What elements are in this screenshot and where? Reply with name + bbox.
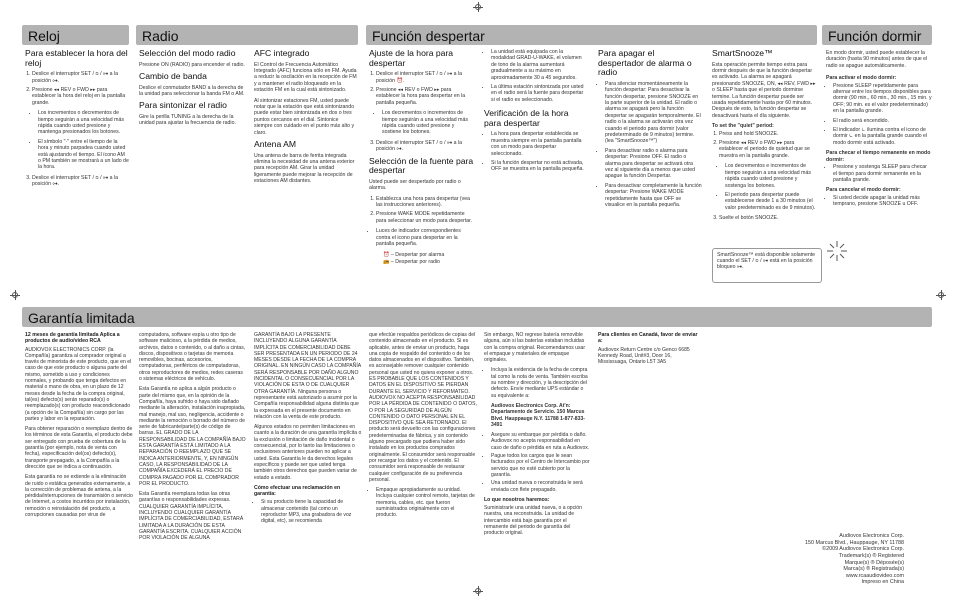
garantia-col3-bullet: • Si su producto tiene la capacidad de almacenar contenido (tal como un reproductor MP3, una grabadora de voz digital, etc), se recomienda bbox=[261, 499, 362, 524]
garantia-col3-p1: GARANTÍA BAJO LA PRESENTE INCLUYENDO ALGUNA GARANTÍA IMPLÍCITA DE COMERCIABILIDAD DEBE SER PRESENTADA EN UN PERIODO DE 24 MESES DESDE LA FECHA DE LA COMPRA ORIGINAL. EN NINGÚN CASO LA COMPAÑÍA SERÁ RESPONSABLE POR DAÑO ALGUNO INCIDENTAL O CONSECUENCIAL POR LA VIOLACIÓN DE ESTA O DE CUALQUIER OTRA GARANTÍA. Ninguna persona o representante está autorizado a asumir por la Compañía responsabilidad alguna distinta que la expresada en el presente documento en relación con la venta de este producto. bbox=[254, 332, 361, 420]
registration-mark-bottom bbox=[473, 586, 483, 596]
despertar-apagar-list bbox=[598, 81, 702, 209]
radio-seleccion-text: Presione ON (RADIO) para encender el radio. bbox=[139, 61, 245, 68]
despertar-fuente-alarma: ⏰ – Despertar por alarma bbox=[383, 251, 445, 258]
radio-column-1 bbox=[139, 49, 245, 131]
section-header-despertar: Función despertar bbox=[366, 25, 817, 45]
radio-afc-title: AFC integrado bbox=[254, 48, 310, 58]
smartsnooze-tip-box bbox=[712, 248, 822, 283]
radio-banda-title: Cambio de banda bbox=[139, 71, 207, 81]
reloj-bullet-2: • El símbolo "·" entre el tiempo de la hora y minuto parpadea cuando usted está ajustando el tiempo. El ícono AM o PM también se mostrará a un lado de la hora. bbox=[38, 139, 129, 171]
registration-mark-left bbox=[10, 290, 20, 300]
radio-afc-text-2: Al sintonizar estaciones FM, usted puede notar que la estación que está sintonizando puede estar bien sintonizada en dos o tres puntos cercanos en el dial. Sintonice siempre con cuidado en el punto más alto y claro. bbox=[254, 97, 355, 136]
despertar-column-4 bbox=[712, 49, 816, 226]
garantia-col5-list-2 bbox=[484, 432, 590, 493]
despertar-gradu-bullet: • La unidad está equipada con la modalidad GRAD-U-WAKE, el volumen de tono de la alarma aumentará gradualmente a su máximo en aproximadamente 30 a 45 segundos. bbox=[491, 49, 588, 81]
registration-mark-top bbox=[473, 2, 483, 12]
garantia-col5-heading: Lo que nosotros haremos: bbox=[484, 496, 550, 503]
footer-line-3: ©2009 Audiovox Electronics Corp. bbox=[822, 546, 904, 553]
despertar-fuente-step-2: 2. Presione WAKE MODE repetidamente para seleccionar un modo para despertar. bbox=[376, 211, 475, 224]
garantia-column-4 bbox=[369, 332, 477, 523]
despertar-fuente-title: Selección de la fuente para despertar bbox=[369, 155, 474, 176]
footer-line-8: Impreso en China bbox=[861, 579, 904, 586]
reloj-bullets bbox=[31, 110, 129, 171]
dormir-cancelar-list bbox=[826, 195, 932, 208]
garantia-col5-p1: Sin embargo, NO regrese batería removible alguna, aún si las baterías estaban incluidas con la compra original. Recomendamos usar el empaque y materiales de empaque originales. bbox=[484, 332, 586, 364]
garantia-col4-p1: que efectúe respaldos periódicos de copias del contenido almacenado en el producto. Si es aplicable, antes de enviar un producto, haga una copia de respaldo del contenido o de los datos almacenados en el dispositivo. También, es aconsejable remover cualquier contenido personal que usted no quiera exponer a otros. ES PROBABLE QUE LOS CONTENIDOS Y DATOS EN EL DISPOSITIVO SE PIERDAN DURANTE EL SERVICIO Y REFORMATEO. AUDIOVOX NO ACEPTA RESPONSABILIDAD POR LA PÉRDIDA DE CONTENIDO O DATOS, O POR LA SEGURIDAD DE ALGÚN CONTENIDO O DATO PERSONAL EN EL DISPOSITIVO QUE SEA RETORNADO. El producto será devuelto con las configuraciones predeterminadas de fábrica, y sin contenido alguno precargado que pudiera haber sido instalado en los productos comprados originalmente. El consumidor será responsable por recargar los datos y el contenido. El consumidor será responsable de restaurar cualquier configuración de su preferencia personal. bbox=[369, 332, 477, 483]
tip-burst-icon bbox=[826, 240, 848, 262]
smartsnooze-tip-text: SmartSnooze™ está disponible solamente cuando el SET / ⦸ / ⊶ está en la posición bloqueo ⊶. bbox=[717, 252, 816, 271]
garantia-col1-p2: Para obtener reparación o reemplazo dentro de los términos de esta Garantía, el producto debe ser entregado con prueba de cobertura de la garantía (por ejemplo, nota de venta con fecha), especificación del(os) defecto(s), transporte prepagado, a la Compañía a la dirección que se indica a continuación. bbox=[25, 426, 133, 470]
radio-banda-text: Deslice el conmutador BAND a la derecha de la unidad para seleccionar la banda FM o AM. bbox=[139, 84, 245, 97]
reloj-step-1: 1. Deslice el interruptor SET / ⦸ / ⊶ a la posición ⊶. bbox=[32, 71, 129, 84]
garantia-col5-bullet-3: • Pague todos los cargos que le sean facturados por el Centro de Intercambio por servicio que no esté cubierto por la garantía. bbox=[491, 453, 590, 478]
section-header-dormir: Función dormir bbox=[822, 25, 932, 45]
footer-address bbox=[805, 533, 904, 586]
section-header-radio: Radio bbox=[136, 25, 358, 45]
radio-column-2 bbox=[254, 49, 358, 189]
dormir-checar-title: Para checar el tiempo remanente en modo dormir: bbox=[826, 150, 931, 163]
garantia-col5-p2: Suministrarle una unidad nueva, o a opción nuestra, una reconstruida. La unidad de intercambio está bajo garantía por el remanente del periodo de garantía del producto original. bbox=[484, 505, 582, 537]
dormir-activar-bullet-3: • El indicador ⏾ ilumina contra el icono de dormir ⏾ en la pantalla grande cuando el modo dormir está activado. bbox=[833, 127, 932, 146]
despertar-verif-bullet-1: • La hora para despertar establecida se muestra siempre en la pantalla pantalla con un modo para despertar seleccionado. bbox=[491, 131, 588, 157]
quiet-bullet-2: • El periodo para despertar puede establecerse desde 1 a 30 minutos (el valor predeterminado es de 9 minutos). bbox=[725, 192, 816, 211]
garantia-col4-bullet: • Empaque apropiadamente su unidad. Incluya cualquier control remoto, tarjetas de memoria, cables, etc. que fueron suministrados originalmente con el producto. bbox=[376, 487, 477, 518]
quiet-step-3: 3. Suelte el botón SNOOZE. bbox=[719, 215, 816, 221]
registration-mark-right bbox=[936, 290, 946, 300]
despertar-column-1 bbox=[369, 49, 475, 269]
dormir-activar-title: Para activar el modo dormir: bbox=[826, 75, 897, 82]
radio-sintonizar-text: Gire la perilla TUNING a la derecha de la unidad para ajustar la frecuencia de radio. bbox=[139, 114, 236, 127]
dormir-checar-bullet: • Presione y sostenga SLEEP para checar el tiempo para dormir remanente en la pantalla grande. bbox=[833, 164, 932, 183]
despertar-verif-bullet-2: • Si la función despertar no está activada, OFF se muestra en la pantalla pequeña. bbox=[491, 160, 588, 173]
garantia-col5-list-1 bbox=[484, 367, 590, 398]
garantia-col2-p3: Esta Garantía reemplaza todas las otras garantías o responsabilidades expresas. CUALQUIER GARANTÍA IMPLÍCITA, INCLUYENDO CUALQUIER GARANTÍA IMPLÍCITA DE COMERCIABILIDAD, ESTARÁ LIMITADA A LA DURACIÓN DE ESTA GARANTÍA ESCRITA. CUALQUIER ACCIÓN POR VIOLACIÓN DE ALGUNA bbox=[139, 491, 244, 542]
dormir-checar-list bbox=[826, 164, 932, 183]
garantia-col1-p1: AUDIOVOX ELECTRONICS CORP. (la Compañía) garantiza al comprador original a través de minorista de este producto, que en el caso de que este producto o alguna parte del mismo, sometido a uso y condiciones normales, y probando que tenga defectos en material o mano de obra, en un plazo de 12 meses desde la fecha de la compra original, tal(es) defecto(s) serán reparado(s) o reemplazado(s) con producto reacondicionado (a opción de la Compañía) sin cargo por las partes y labor en la reparación. bbox=[25, 346, 132, 422]
garantia-col5-bullet-1: • Incluya la evidencia de la fecha de compra tal como la nota de venta. También escriba su nombre y dirección, y la descripción del defecto. Envíe mediante UPS estándar o su equivalente a: bbox=[491, 367, 590, 398]
footer-line-5: Marque(s) ® Déposée(s) bbox=[844, 559, 904, 566]
despertar-ajuste-step-1: 1. Deslice el interruptor SET / ⦸ / ⊶ a la posición ⏰. bbox=[376, 71, 475, 84]
footer-line-6: Marca(s) ® Registrada(s) bbox=[843, 566, 904, 573]
despertar-ajuste-step-3: 3. Deslice el interruptor SET / ⦸ / ⊶ a la posición ⊶. bbox=[376, 140, 475, 153]
dormir-cancelar-bullet: • Si usted decide apagar la unidad más temprano, presione SNOOZE u OFF. bbox=[833, 195, 932, 208]
garantia-column-2 bbox=[139, 332, 247, 546]
despertar-ajuste-steps bbox=[369, 71, 475, 106]
quiet-period-title: To set the "quiet" period: bbox=[712, 123, 774, 130]
despertar-column-2 bbox=[484, 49, 588, 177]
reloj-bullet-1: • Los incrementos o decrementos de tiempo seguirán a una velocidad más rápida cuando usted presione y mantenga presionados los botones. bbox=[38, 110, 129, 136]
garantia-col3-list bbox=[254, 499, 362, 524]
reloj-steps bbox=[25, 71, 129, 106]
despertar-fuente-bullet: • Luces de indicador correspondientes contra el icono para despertar en la pantalla pequeña. bbox=[376, 228, 475, 247]
reloj-steps-cont bbox=[25, 175, 129, 188]
despertar-fuente-radio: 📻 – Despertar por radio bbox=[383, 258, 440, 265]
garantia-col6-heading: Para clientes en Canadá, favor de enviar a: bbox=[598, 332, 698, 345]
garantia-col1-p3: Esta garantía no se extiende a la eliminación de ruido o estática generados externamente, a la corrección de problemas de antena, a la pérdida/interrupciones de transmisión o servicio de Internet, a costos incurridos por instalación, remoción o reinstalación del producto, a corrupciones causadas por virus de bbox=[25, 474, 133, 519]
footer-line-4: Trademark(s) ® Registered bbox=[838, 553, 904, 560]
despertar-apagar-completo: • Para desactivar completamente la función despertar: Presione WAKE MODE repetidamente hasta que OFF se visualice en la pantalla pequeña. bbox=[605, 183, 702, 209]
despertar-fuente-intro: Usted puede ser despertado por radio o alarma. bbox=[369, 178, 461, 192]
garantia-col3-heading: Cómo efectuar una reclamación en garantía: bbox=[254, 484, 341, 498]
dormir-intro: En modo dormir, usted puede establecer la duración (hasta 90 minutos) antes de que el radio se apague automáticamente. bbox=[826, 50, 928, 69]
quiet-step-2: 2. Presione ◂◂ REV o FWD ▸▸ para establecer el periodo de quietud que se muestra en la pantalla grande. bbox=[719, 140, 816, 159]
despertar-apagar-title: Para apagar el despertador de alarma o radio bbox=[598, 48, 692, 78]
despertar-fuente-step-1: 1. Establezca una hora para despertar (vea las instrucciones anteriores). bbox=[376, 196, 475, 209]
despertar-fuente-steps bbox=[369, 196, 475, 225]
despertar-apagar-silenciar: • Para silenciar momentáneamente la función despertar: Para desactivar la función despertar, presione SNOOZE en la parte superior de la unidad. El radio o alarma se apagará pero la función despertar se apagarán temporalmente. El radio o la alarma se activarán otra vez cuando el periodo para dormir (valor predeterminado de 9 minutos) termine. (lea "SmartSnooze™") bbox=[605, 81, 702, 145]
quiet-steps-cont bbox=[712, 215, 816, 221]
despertar-fuente-bullets bbox=[369, 228, 475, 247]
dormir-activar-bullet-1: • Presione SLEEP repetidamente para alternar entre los tiempos disponibles para dormir (90 min., 60 min., 30 min., 15 min. y OFF; 90 min. es el valor predeterminado) en la pantalla grande. bbox=[833, 83, 932, 115]
smartsnooze-text: Esta operación permite tiempo extra para dormir después de que la función despertar es activado. La alarma se apagará presionando SNOOZE, ON, ◂◂ REV, FWD ▸▸ o SLEEP hasta que el periodo dormirse termine. La función despertar puede ser usada repetidamente hasta por 60 minutos. Después de esto, la función despertar se desactivará hasta el día siguiente. bbox=[712, 61, 816, 119]
despertar-ajuste-title: Ajuste de la hora para despertar bbox=[369, 48, 454, 68]
garantia-column-3 bbox=[254, 332, 362, 529]
despertar-ultima-bullet: • La última estación sintonizada por usted en el radio será la fuente para despertar si el radio es seleccionado. bbox=[491, 84, 588, 103]
section-header-garantia: Garantía limitada bbox=[22, 307, 932, 327]
radio-afc-text: El Control de Frecuencia Automático Integrado (AFC) funciona sólo en FM. Ayuda a reducir la oscilación en la recepción de FM y a mantener el radio bloqueado en la estación FM en la cual está sintonizado. bbox=[254, 61, 357, 94]
footer-line-1: Audiovox Electronics Corp. bbox=[839, 533, 904, 540]
despertar-column-3 bbox=[598, 49, 702, 213]
reloj-step-2: 2. Presione ◂◂ REV o FWD ▸▸ para establecer la hora del reloj en la pantalla grande. bbox=[32, 87, 129, 106]
despertar-verif-title: Verificación de la hora para despertar bbox=[484, 108, 569, 128]
radio-antena-text: Una antena de barra de ferrita integrada elimina la necesidad de una antena exterior para recepción AM. Girar la unidad ligeramente puede mejorar la recepción de estaciones AM distantes. bbox=[254, 152, 355, 185]
garantia-col3-p2: Algunos estados no permiten limitaciones en cuanto a la duración de una garantía implícita o la exclusión o limitación de daño incidental o consecuencial, por lo tanto las limitaciones o exclusiones anteriores pueden no aplicar a usted. Esta Garantía le da derechos legales específicos y puede ser que usted tenga también otros derechos que pueden variar de estado a estado. bbox=[254, 424, 362, 481]
quiet-steps bbox=[712, 131, 816, 160]
despertar-ajuste-bullets bbox=[375, 110, 475, 136]
quiet-bullet-1: • Los decrementos e incrementos de tiempo seguirán a una velocidad más rápida cuando usted presione y sostenga los botones. bbox=[725, 163, 816, 189]
despertar-ajuste-steps-cont bbox=[369, 140, 475, 153]
dormir-activar-list bbox=[826, 83, 932, 147]
garantia-column-6 bbox=[598, 332, 698, 369]
garantia-col5-bullet-2: • Asegure su embarque por pérdida o daño. Audiovox no acepta responsabilidad en caso de daño o pérdida en ruta a Audiovox. bbox=[491, 432, 590, 451]
quiet-bullets bbox=[718, 163, 816, 211]
smartsnooze-title: SmartSnooze™ bbox=[712, 48, 773, 58]
garantia-col4-list bbox=[369, 487, 477, 518]
garantia-col5-bullet-4: • Una unidad nueva o reconstruida le será enviada con flete prepagado. bbox=[491, 480, 590, 493]
despertar-ajuste-bullet: • Los decrementos o incrementos de tiempo seguirán a una velocidad más rápida cuando usted presione y sostiene los botones. bbox=[382, 110, 475, 136]
despertar-apagar-desactivar: • Para desactivar radio o alarma para despertar: Presione OFF. El radio o alarma para despertar se activará otra vez al siguiente día a menos que usted apague la función Despertar. bbox=[605, 148, 702, 180]
quiet-step-1: 1. Press and hold SNOOZE. bbox=[719, 131, 816, 137]
radio-seleccion-title: Selección del modo radio bbox=[139, 48, 236, 58]
despertar-ajuste-step-2: 2. Presione ◂◂ REV o FWD ▸▸ para establecer la hora para despertar en la pantalla pequeña. bbox=[376, 87, 475, 106]
footer-line-2: 150 Marcus Blvd., Hauppauge, NY 11788 bbox=[805, 539, 904, 546]
dormir-cancelar-title: Para cancelar el modo dormir: bbox=[826, 187, 901, 194]
footer-line-7: www.rcaaudiovideo.com bbox=[845, 572, 904, 579]
garantia-col5-address: Audiovox Electronics Corp. At'n: Departamento de Servicio. 150 Marcus Blvd. Hauppauge N.Y. 11788 1-877-833-3491 bbox=[491, 402, 585, 428]
garantia-column-5 bbox=[484, 332, 590, 541]
garantia-col6-address: Audiovox Return Centre c/o Genco 6685 Kennedy Road, Unit#3, Door 16, Mississuaga, Ontario L5T 3A5 bbox=[598, 346, 690, 366]
reloj-column bbox=[25, 49, 129, 192]
reloj-title: Para establecer la hora del reloj bbox=[25, 48, 128, 68]
radio-antena-title: Antena AM bbox=[254, 139, 297, 150]
despertar-col2-bullets bbox=[484, 49, 588, 103]
garantia-col2-p1: computadora, software espía u otro tipo de software malicioso, a la pérdida de medios, archivos, datos o contenido, o al daño a cintas, discos, dispositivos o tarjetas de memoria removibles, bocinas, accesorios, computadoras, periféricos de computadoras, otros reproductores de medios, redes caseras o sistemas eléctricos de vehículo. bbox=[139, 332, 246, 383]
dormir-column bbox=[826, 50, 932, 212]
garantia-col1-title: 12 meses de garantía limitada Aplica a productos de audio/video RCA bbox=[25, 332, 120, 345]
reloj-step-3: 3. Deslice el interruptor SET / ⦸ / ⊶ a la posición ⊶. bbox=[32, 175, 129, 188]
despertar-verif-bullets bbox=[484, 131, 588, 172]
radio-sintonizar-title: Para sintonizar el radio bbox=[139, 100, 227, 111]
garantia-column-1 bbox=[25, 332, 133, 522]
dormir-activar-bullet-2: • El radio será encendido. bbox=[833, 118, 932, 124]
garantia-col2-p2: Esta Garantía no aplica a algún producto o parte del mismo que, en la opinión de la Compañía, haya sufrido o haya sido dañado mediante la alteración, instalación inapropiada, mal manejo, mal uso, negligencia, accidente o mediante la remoción o borrado del número de serie de fabricante/parte(s) de código de barras. EL GRADO DE LA RESPONSABILIDAD DE LA COMPAÑÍA BAJO ESTA GARANTÍA ESTÁ LIMITADO A LA REPARACIÓN O REEMPLAZO QUE SE INDICA ANTERIORMENTE, Y, EN NINGÚN CASO, LA RESPONSABILIDAD DE LA COMPAÑÍA EXCEDERÁ EL PRECIO DE COMPRA PAGADO POR EL COMPRADOR POR EL PRODUCTO. bbox=[139, 386, 246, 487]
section-header-reloj: Reloj bbox=[22, 25, 129, 45]
